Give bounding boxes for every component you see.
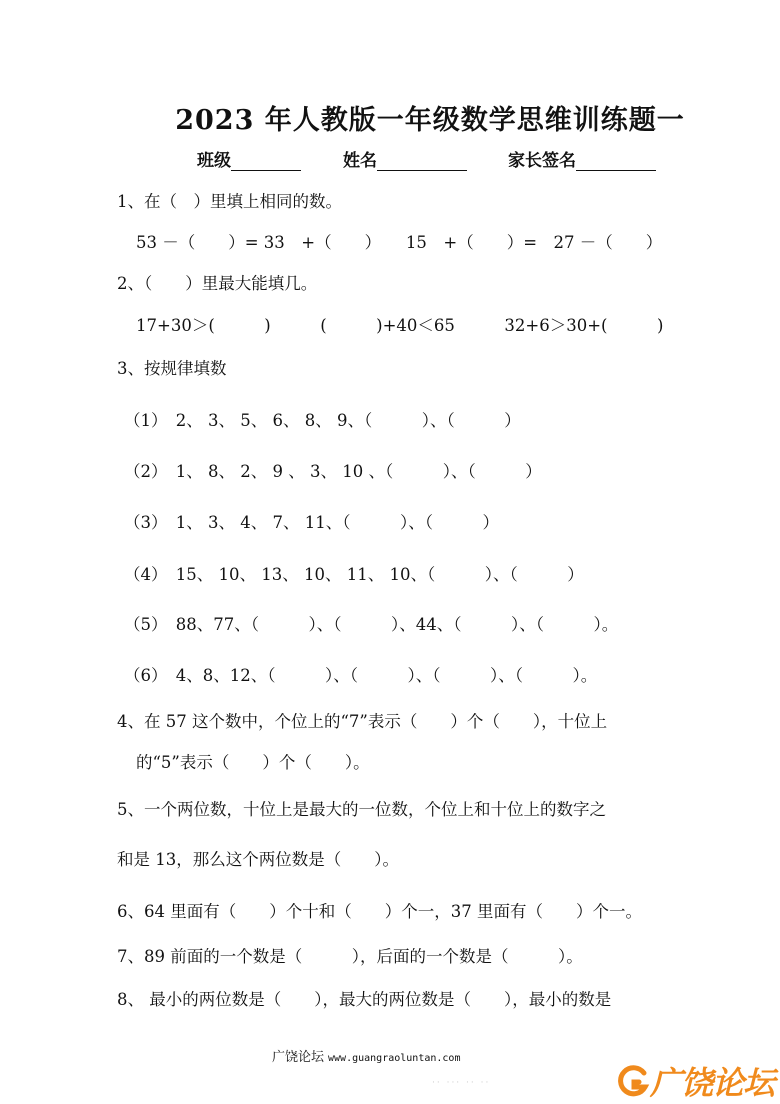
- question-4-line-2: 的“5”表示（ ）个（ ）。: [136, 753, 370, 772]
- class-label: 班级: [197, 151, 231, 171]
- logo-swirl-icon: [614, 1064, 650, 1098]
- faint-marks: ·· ··· ·· ··: [432, 1078, 491, 1088]
- parent-signature-label: 家长签名: [508, 151, 576, 171]
- parent-signature-blank: [576, 152, 656, 171]
- class-blank: [231, 152, 301, 171]
- name-field: [343, 146, 467, 171]
- site-logo: [614, 1058, 774, 1104]
- name-label: 姓名: [343, 151, 377, 171]
- sequence-2: （2） 1、 8、 2、 9 、 3、 10 、（ ）、（ ）: [124, 462, 542, 481]
- question-2-inequalities: 17+30＞( ) ( )+40＜65 32+6＞30+( ): [136, 316, 664, 335]
- question-1-heading: 1、在（ ）里填上相同的数。: [117, 192, 342, 211]
- question-7: 7、89 前面的一个数是（ ），后面的一个数是（ ）。: [117, 947, 583, 966]
- sequence-3: （3） 1、 3、 4、 7、 11、（ ）、（ ）: [124, 513, 499, 532]
- question-1-equations: 53 －（ ）= 33 +（ ） 15 +（ ）= 27 －（ ）: [136, 233, 663, 252]
- sequence-1: （1） 2、 3、 5、 6、 8、 9、（ ）、（ ）: [124, 411, 521, 430]
- question-8: 8、 最小的两位数是（ ），最大的两位数是（ ），最小的数是: [117, 990, 612, 1009]
- question-5-line-2: 和是 13，那么这个两位数是（ ）。: [117, 850, 399, 869]
- footer-watermark: [272, 1046, 460, 1065]
- page-title: 2023 年人教版一年级数学思维训练题一: [175, 105, 685, 136]
- footer-label: 广饶论坛: [272, 1050, 325, 1065]
- logo-text: 广饶论坛: [650, 1064, 775, 1102]
- question-6: 6、64 里面有（ ）个十和（ ）个一，37 里面有（ ）个一。: [117, 902, 642, 921]
- question-4-line-1: 4、在 57 这个数中，个位上的“7”表示（ ）个（ ），十位上: [117, 712, 608, 731]
- question-2-heading: 2、（ ）里最大能填几。: [117, 274, 318, 293]
- footer-url: www.guangraoluntan.com: [328, 1053, 461, 1064]
- question-5-line-1: 5、一个两位数，十位上是最大的一位数，个位上和十位上的数字之: [117, 800, 606, 819]
- sequence-5: （5） 88、77、（ ）、（ ）、44、（ ）、（ ）。: [124, 615, 619, 634]
- class-field: [197, 146, 301, 171]
- sequence-6: （6） 4、8、12、（ ）、（ ）、（ ）、（ ）。: [124, 666, 598, 685]
- parent-signature-field: [508, 146, 656, 171]
- question-3-heading: 3、按规律填数: [117, 359, 227, 378]
- name-blank: [377, 152, 467, 171]
- sequence-4: （4） 15、 10、 13、 10、 11、 10、（ ）、（ ）: [124, 565, 584, 584]
